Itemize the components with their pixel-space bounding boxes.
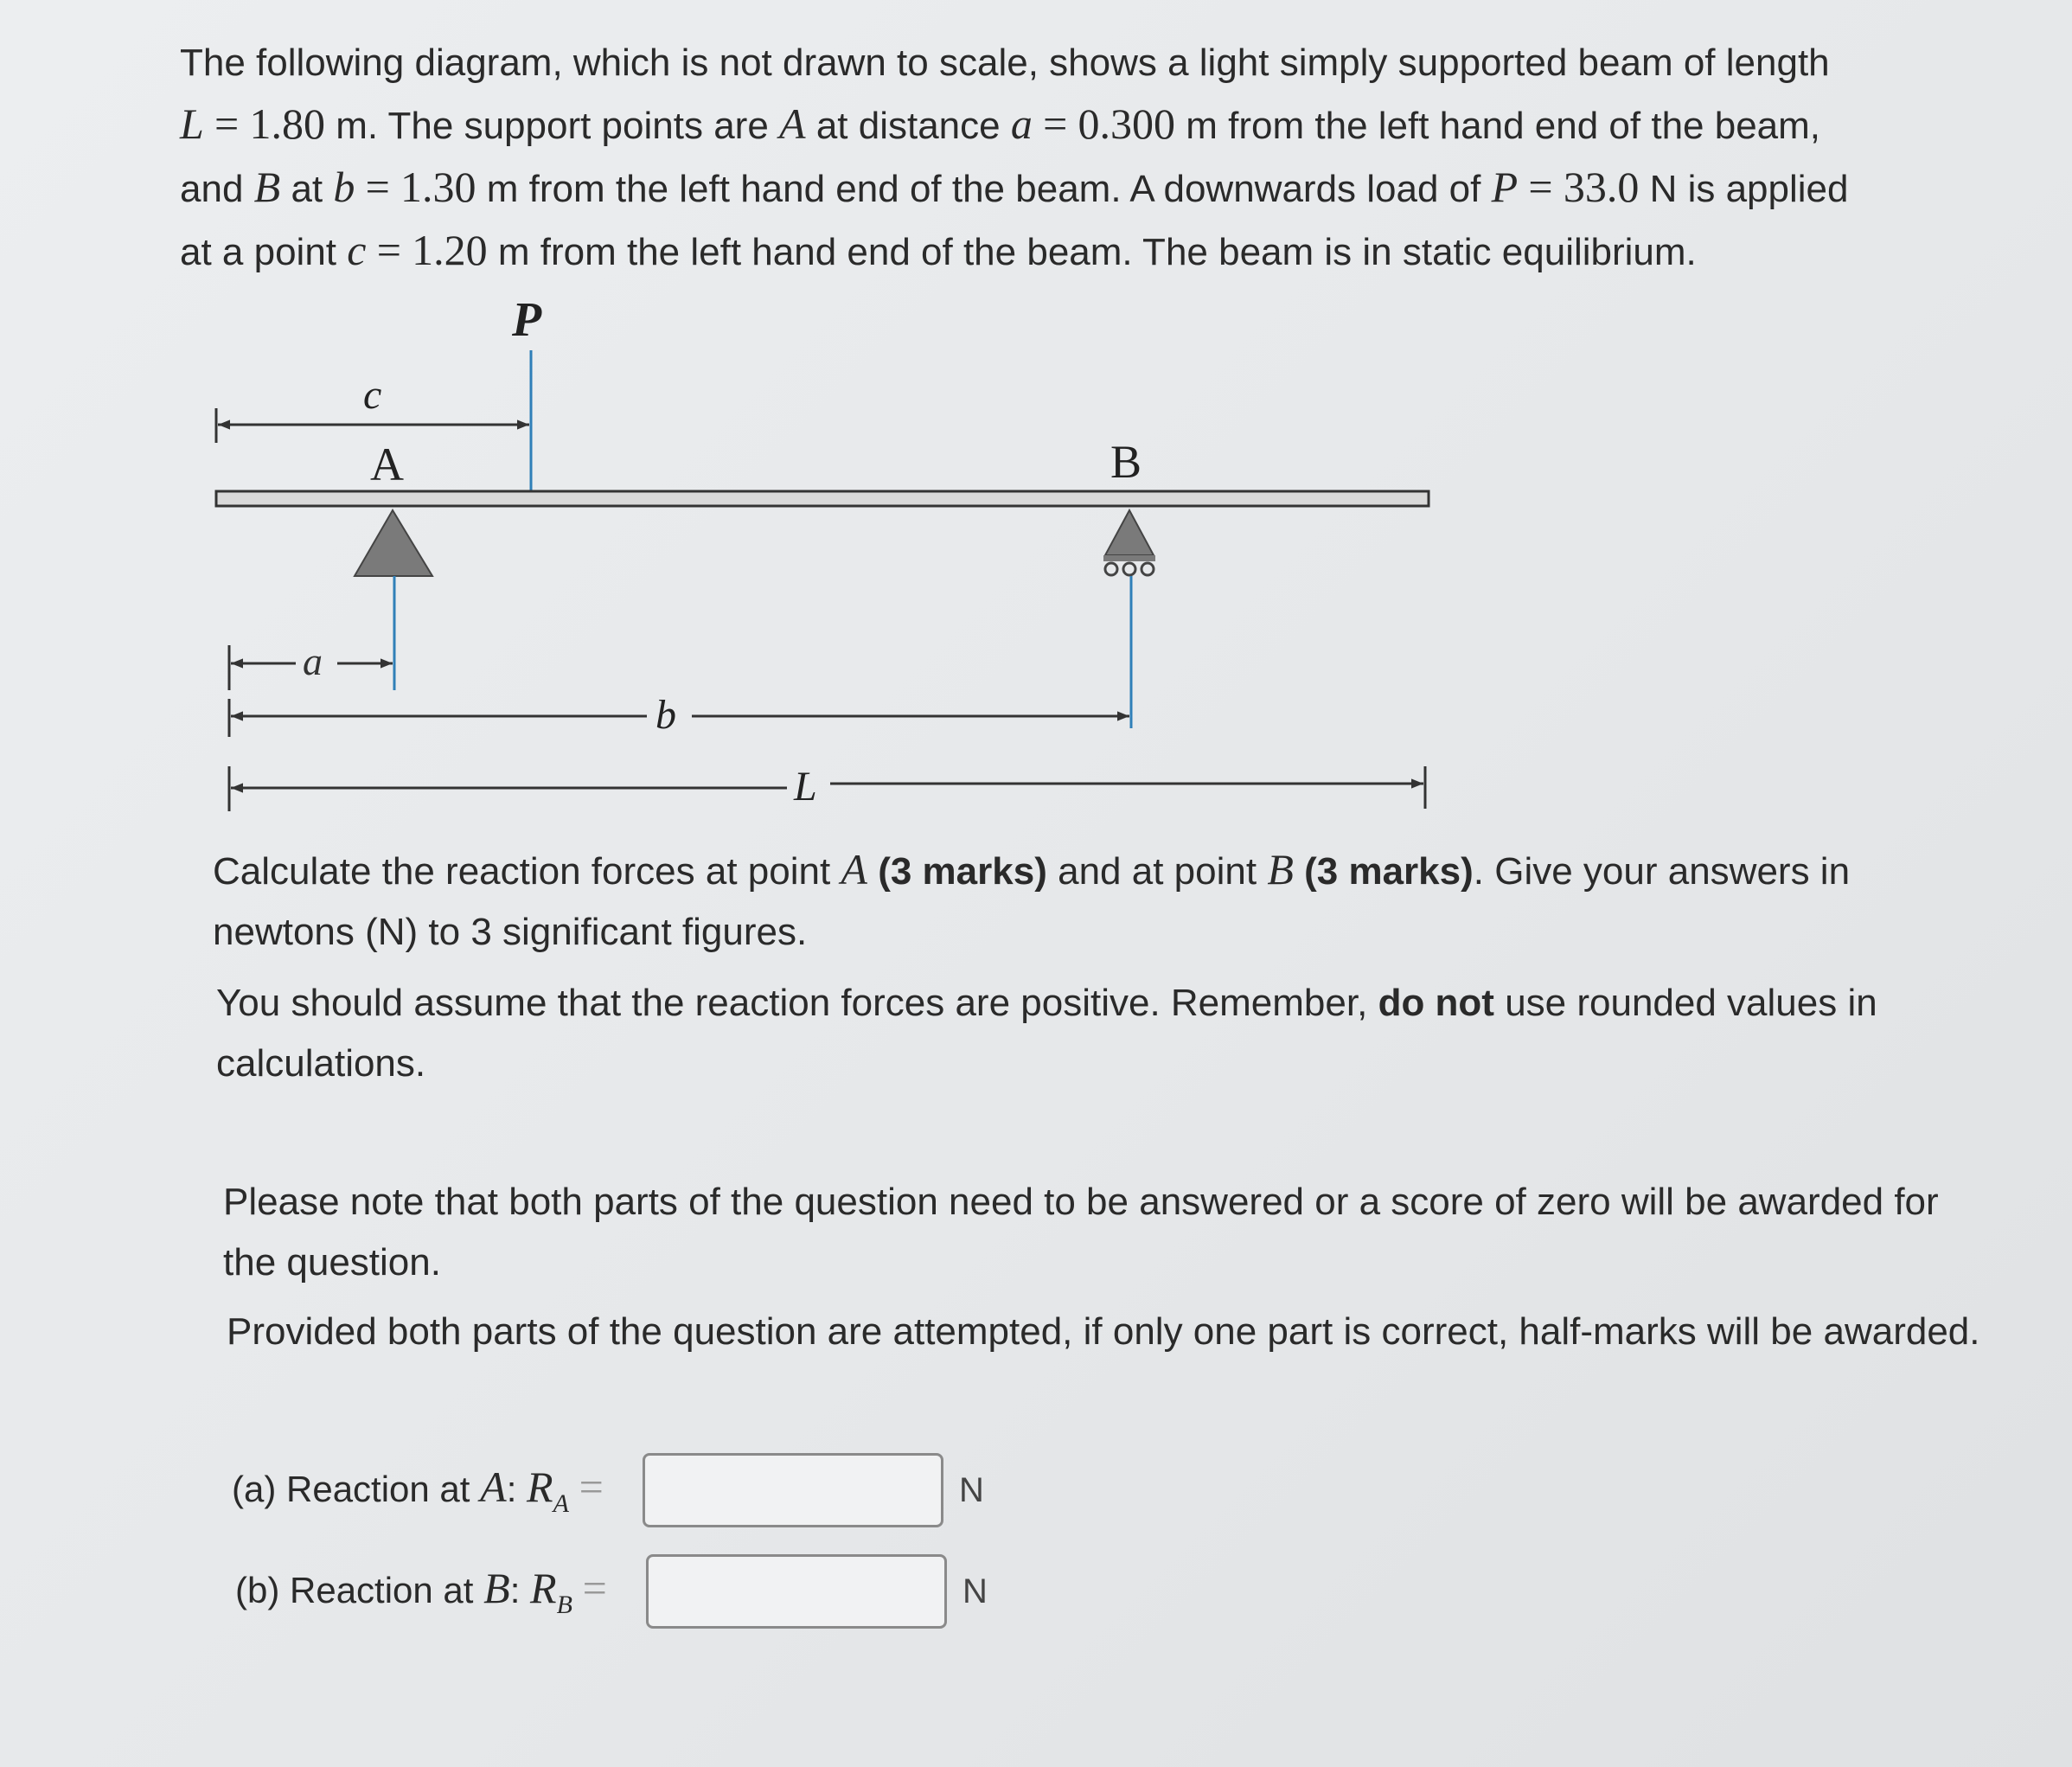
support-B-roller <box>1105 510 1154 555</box>
value-L: 1.80 <box>249 99 325 148</box>
label-L: L <box>794 764 817 810</box>
roller-1 <box>1105 563 1117 575</box>
answer-row-b <box>235 1554 988 1629</box>
answer-row-a <box>232 1453 984 1527</box>
value-a: 0.300 <box>1078 99 1176 148</box>
beam <box>216 491 1429 506</box>
support-B-base <box>1103 555 1155 561</box>
unit-b: N <box>962 1572 988 1610</box>
label-c: c <box>363 372 382 418</box>
problem-statement: The following diagram, which is not drawn to scale, shows a light simply supported beam of length L = 1.80 m. The support points are A at distance a = 0.300 m from the left hand end of the beam, and B at b = 1.30 m from the left hand end of the beam. A downwards load of P = 33.0 N is applied at a point c = 1.20 m from the left hand end of the beam. The beam is in static equilibrium. <box>180 42 1849 274</box>
label-a: a <box>303 639 323 683</box>
reaction-b-input[interactable] <box>646 1554 947 1629</box>
symbol-L: L <box>180 99 204 148</box>
roller-3 <box>1142 563 1154 575</box>
value-c: 1.20 <box>412 226 488 274</box>
answer-a-label: (a) Reaction at A: $R_A$ = <box>232 1463 604 1518</box>
reaction-a-input[interactable] <box>643 1453 943 1527</box>
question-text: Calculate the reaction forces at point A (3 marks) and at point B (3 marks). Give your answers in newtons (N) to 3 significant figures. <box>213 845 1851 953</box>
assumption-text: You should assume that the reaction forces are positive. Remember, do not use rounded values in calculations. <box>216 982 1877 1085</box>
value-b: 1.30 <box>400 163 476 211</box>
support-A-pin <box>355 510 432 576</box>
roller-2 <box>1123 563 1135 575</box>
note-both-parts: Please note that both parts of the question need to be answered or a score of zero will be awarded for the question. <box>223 1181 1939 1284</box>
unit-a: N <box>959 1470 984 1509</box>
label-P: P <box>512 293 542 347</box>
label-A: A <box>370 439 404 490</box>
value-P: 33.0 <box>1563 163 1640 211</box>
answer-b-label: (b) Reaction at B: $R_B$ = <box>235 1564 607 1619</box>
label-b: b <box>655 692 676 738</box>
label-B: B <box>1110 436 1142 488</box>
note-half-marks: Provided both parts of the question are attempted, if only one part is correct, half-marks will be awarded. <box>227 1310 1980 1353</box>
